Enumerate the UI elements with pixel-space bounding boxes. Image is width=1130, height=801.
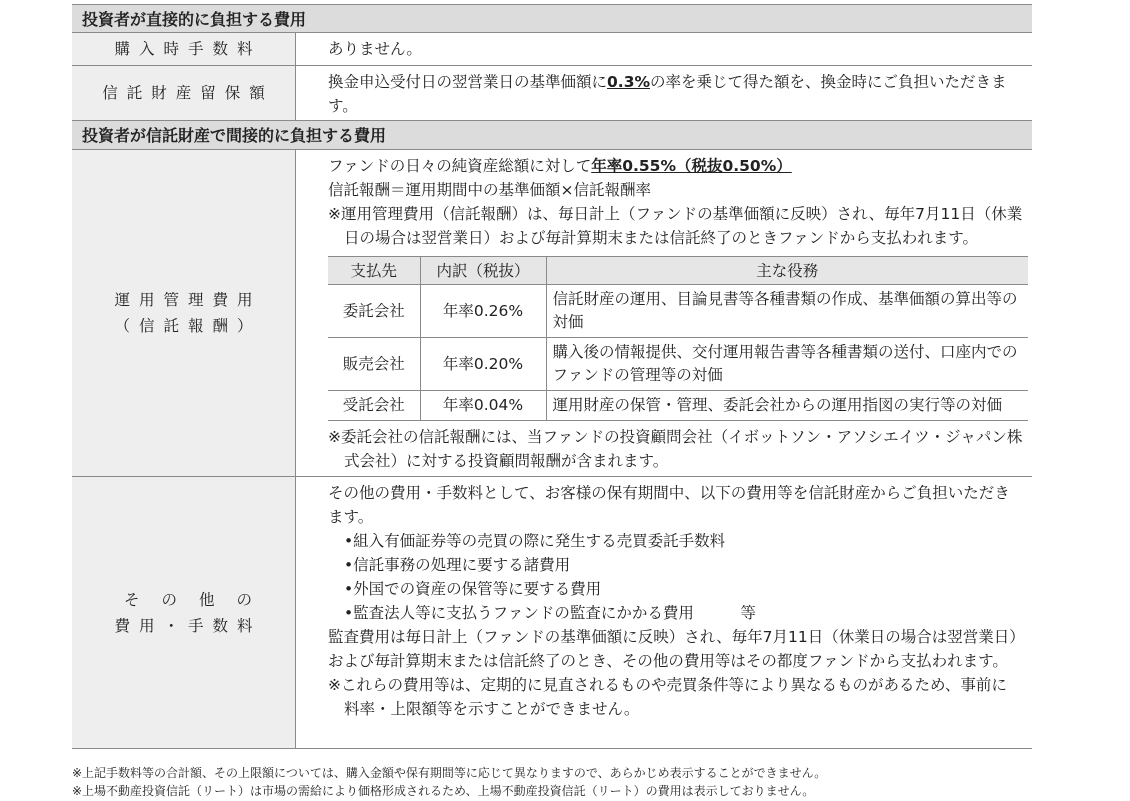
management-fee-row <box>72 150 1032 477</box>
other-fees-intro: その他の費用・手数料として、お客様の保有期間中、以下の費用等を信託財産からご負担いただきます。 <box>328 484 1010 526</box>
retention-value <box>296 66 1032 120</box>
list-item: •組入有価証券等の売買の際に発生する売買委託手数料 <box>344 532 726 550</box>
retention-rate: 0.3% <box>607 73 651 91</box>
payee-cell: 委託会社 <box>328 285 420 338</box>
services-cell: 購入後の情報提供、交付運用報告書等各種書類の送付、口座内でのファンドの管理等の対価 <box>546 338 1028 391</box>
services-cell: 運用財産の保管・管理、委託会社からの運用指図の実行等の対価 <box>546 391 1028 421</box>
footnotes <box>72 764 1072 800</box>
advisor-fee-note: ※委託会社の信託報酬には、当ファンドの投資顧問会社（イボットソン・アソシエイツ・ジャパン株式会社）に対する投資顧問報酬が含まれます。 <box>328 428 1023 470</box>
audit-fee-text: 監査費用は毎日計上（ファンドの基準価額に反映）され、毎年7月11日（休業日の場合は翌営業日）および毎計算期末または信託終了のとき、その他の費用等はその都度ファンドから支払われます。 <box>328 628 1017 670</box>
breakdown-cell: 年率0.20% <box>420 338 546 391</box>
management-fee-formula: 信託報酬＝運用期間中の基準価額×信託報酬率 <box>328 181 651 199</box>
management-fee-rate-intro: ファンドの日々の純資産総額に対して <box>328 157 592 175</box>
fee-breakdown-table <box>328 256 1028 421</box>
table-row <box>328 391 1028 421</box>
list-item: •監査法人等に支払うファンドの監査にかかる費用 等 <box>344 604 756 622</box>
management-fee-rate: 年率0.55%（税抜0.50%） <box>591 157 792 175</box>
fee-table <box>72 4 1032 749</box>
management-fee-label-line1: 運用管理費用 <box>114 291 262 309</box>
retention-text-before: 換金申込受付日の翌営業日の基準価額に <box>328 73 608 91</box>
indirect-fees-header: 投資者が信託財産で間接的に負担する費用 <box>72 121 1032 150</box>
footnote: ※上記手数料等の合計額、その上限額については、購入金額や保有期間等に応じて異なりますので、あらかじめ表示することができません。 <box>72 766 827 780</box>
other-fees-label <box>72 477 296 748</box>
footnote: ※上場不動産投資信託（リート）は市場の需給により価格形成されるため、上場不動産投資信託（リート）の費用は表示しておりません。 <box>72 784 815 798</box>
retention-row <box>72 66 1032 121</box>
management-fee-rate-line <box>328 154 1028 178</box>
purchase-fee-label: 購入時手数料 <box>72 33 296 65</box>
purchase-fee-value: ありません。 <box>328 40 422 58</box>
col-header-services: 主な役務 <box>546 257 1028 285</box>
services-cell: 信託財産の運用、目論見書等各種書類の作成、基準価額の算出等の対価 <box>546 285 1028 338</box>
payee-cell: 販売会社 <box>328 338 420 391</box>
other-fees-label-line1: その他の <box>123 590 274 609</box>
management-fee-note: ※運用管理費用（信託報酬）は、毎日計上（ファンドの基準価額に反映）され、毎年7月11日（休業日の場合は翌営業日）および毎計算期末または信託終了のときファンドから支払われます。 <box>328 205 1023 247</box>
table-row <box>328 338 1028 391</box>
management-fee-content <box>296 150 1038 476</box>
other-fees-label-line2: 費用・手数料 <box>114 616 262 635</box>
payee-cell: 受託会社 <box>328 391 420 421</box>
col-header-breakdown: 内訳（税抜） <box>420 257 546 285</box>
breakdown-cell: 年率0.26% <box>420 285 546 338</box>
other-fees-content <box>296 477 1032 748</box>
fee-breakdown-header-row <box>328 257 1028 285</box>
breakdown-cell: 年率0.04% <box>420 391 546 421</box>
col-header-payee: 支払先 <box>328 257 420 285</box>
retention-text-after: の率を乗じて得た額を、換金時にご負担いただきます。 <box>328 73 1007 115</box>
purchase-fee-row <box>72 33 1032 66</box>
list-item: •外国での資産の保管等に要する費用 <box>344 580 602 598</box>
table-row <box>328 285 1028 338</box>
other-fees-note: ※これらの費用等は、定期的に見直されるものや売買条件等により異なるものがあるため、事前に料率・上限額等を示すことができません。 <box>328 676 1007 718</box>
management-fee-label-line2: （信託報酬） <box>114 317 262 335</box>
retention-label: 信託財産留保額 <box>72 66 296 120</box>
management-fee-label <box>72 150 296 476</box>
list-item: •信託事務の処理に要する諸費用 <box>344 556 571 574</box>
other-fees-row <box>72 477 1032 749</box>
direct-fees-header: 投資者が直接的に負担する費用 <box>72 4 1032 33</box>
